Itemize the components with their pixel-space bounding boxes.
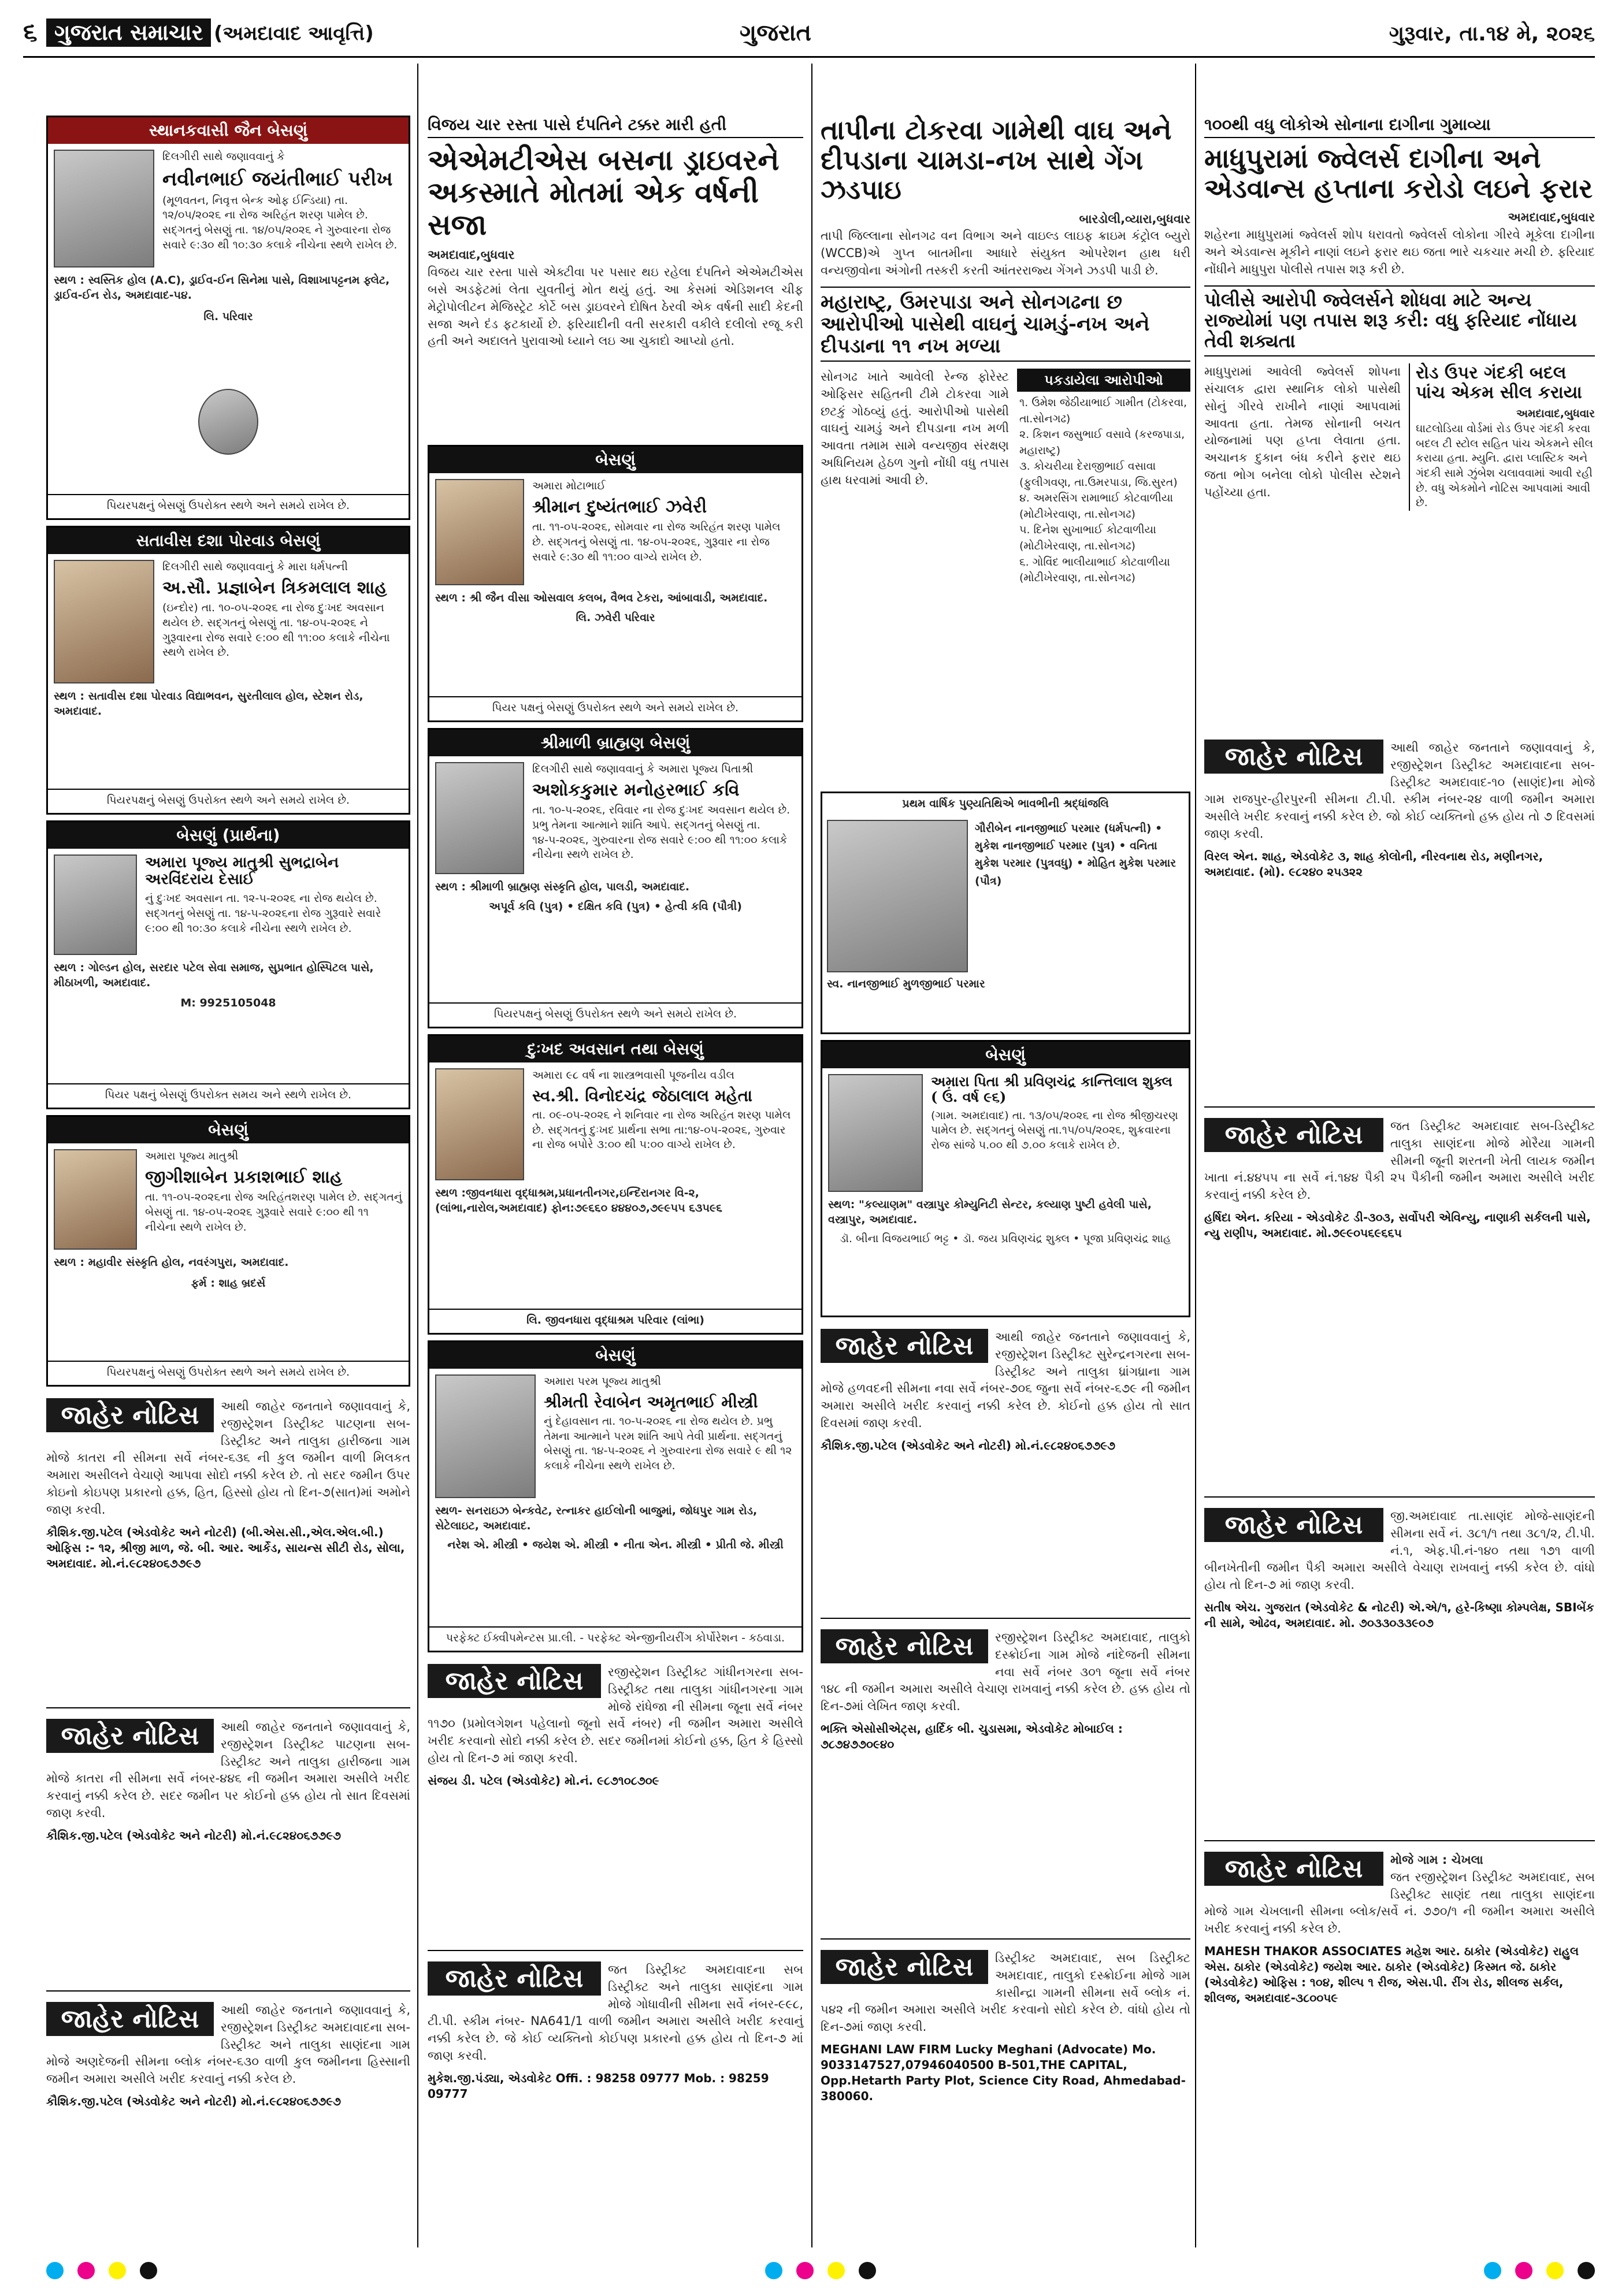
advocate-signature: કૌશિક.જી.પટેલ (એડવોકેટ અને નોટરી) મો.નં.૯૮૨૪૦૬૭૭૯૭ <box>821 1438 1115 1452</box>
notice-title: જાહેર નોટિસ <box>821 1950 988 1984</box>
registration-dot <box>109 2262 126 2279</box>
public-notice <box>428 1961 803 2245</box>
obituary-intro: દિલગીરી સાથે જણાવવાનું કે <box>162 150 285 163</box>
obituary-notice <box>46 1115 410 1387</box>
column-divider <box>1195 64 1196 2247</box>
obituary-footer: પિયરપક્ષનું બેસણું ઉપરોક્ત સ્થળે અને સમયે રાખેલ છે. <box>48 789 409 808</box>
divider <box>1204 1496 1595 1498</box>
venue-text: સ્થળ :જીવનધારા વૃદ્ધાશ્રમ,પ્રધાનતીનગર,ઇન્દિરાનગર વિ-૨, (લાંભા,નારોલ,અમદાવાદ) ફોન:૭૯૬૬૦ ૪૪૪૦૭,૭૯૯૫૫ ૬૩૫૯૬ <box>435 1187 722 1214</box>
portrait-photo <box>435 762 524 874</box>
story-text: માધુપુરામાં આવેલી જ્વેલર્સ શોપના સંચાલક દ્વારા સ્થાનિક લોકો પાસેથી સોનું ગીરવે રાખીને નાણાં આપવામાં આવતા હતા. તેમજ સોનાની બચત યોજનામાં પણ હપ્તા લેવાતા હતા. અચાનક દુકાન બંધ કરીને ફરાર થઇ જતા ભોગ બનેલા લોકો પોલીસ સ્ટેશને પહોંચ્યા હતા. <box>1204 365 1401 499</box>
divider <box>46 1707 410 1708</box>
notice-text: આથી જાહેર જનતાને જણાવવાનું કે, રજીસ્ટ્રેશન ડિસ્ટ્રીક્ટ અમદાવાદના સબ-ડિસ્ટ્રીક્ટ અમદાવાદ-૧૦ (સાણંદ)ના મોજે ગામ રાજપુર-હીરપુરની સીમના ટી.પી. સ્કીમ નંબર-૨૪ વાળી જમીન અમારા અસીલે ખરીદ કરવાનું નક્કી કરેલ છે. જો કોઈ વ્યક્તિનો હક્ક હોય તો ૭ દિવસમાં જાણ કરવી. <box>1204 741 1595 841</box>
news-story <box>428 116 803 439</box>
public-notice <box>46 2002 410 2245</box>
story-headline: તાપીના ટોકરવા ગામેથી વાઘ અને દીપડાના ચામડા-નખ સાથે ગેંગ ઝડપાઇ <box>821 114 1172 206</box>
obituary-tag: દુઃખદ અવસાન તથા બેસણું <box>429 1036 801 1062</box>
story-headline: એએમટીએસ બસના ડ્રાઇવરને અકસ્માતે મોતમાં એક વર્ષની સજા <box>428 143 780 242</box>
portrait-photo <box>435 479 524 585</box>
tribute-notice <box>821 792 1190 1034</box>
advocate-signature: હર્ષિદા એન. કરિયા - એડવોકેટ ડી-૩૦૩, સર્વોપરી એવિન્યુ, નાણાકી સર્કલની પાસે, ન્યુ રાણીપ, અમદાવાદ. મો.૭૯૯૦૫૬૯૬૬૫ <box>1204 1210 1591 1240</box>
portrait-photo <box>827 820 968 972</box>
registration-dot <box>140 2262 157 2279</box>
notice-text: જત રજીસ્ટ્રેશન ડિસ્ટ્રીક્ટ અમદાવાદ, સબ ડિસ્ટ્રીક્ટ સાણંદ તથા તાલુકા સાણંદના મોજે ગામ ચેખલાની સીમના બ્લોક/સર્વે નં. ૭૭૦/૧ ની જમીન અમારા અસીલે ખરીદ કરવાનું નક્કી કરેલ છે. <box>1204 1870 1595 1936</box>
obituary-tag: સ્થાનકવાસી જૈન બેસણું <box>48 117 409 144</box>
obituary-notice <box>428 1340 803 1652</box>
story-text: વિજય ચાર રસ્તા પાસે એક્ટીવા પર પસાર થઇ રહેલા દંપતિને એએમટીએસ બસે અડફેટમાં લેતા યુવતીનું મોત થયું હતું. આ કેસમાં એડિશનલ ચીફ મેટ્રોપોલીટન મેજિસ્ટ્રેટ કોર્ટે બસ ડ્રાઇવરને દોષિત ઠેરવી એક વર્ષની સાદી કેદની સજા અને દંડ ફટકાર્યો છે. ફરિયાદીની વતી સરકારી વકીલે દલીલો રજૂ કરી હતી અને અદાલતે પુરાવાઓ ધ્યાને લઇ આ ચુકાદો આપ્યો હતો. <box>428 265 803 348</box>
notice-title: જાહેર નોટિસ <box>1204 1118 1383 1152</box>
contact-number: M: 9925105048 <box>180 997 276 1010</box>
advocate-signature: ભક્તિ એસોસીએટ્સ, હાર્દિક બી. ચુડાસમા, એડવોકેટ મોબાઈલ : ૭૮૭૪૭૭૦૯૪૦ <box>821 1722 1123 1752</box>
family-signature: લિ. જીવનધારા વૃદ્ધાશ્રમ પરિવાર (લાંભા) <box>429 1309 801 1328</box>
portrait-photo <box>54 150 154 268</box>
obituary-footer: પિયરપક્ષનું બેસણું ઉપરોક્ત સ્થળે અને સમયે રાખેલ છે. <box>429 1002 801 1022</box>
news-story <box>1204 116 1595 728</box>
venue-text: સ્થળ : મહાવીર સંસ્કૃતિ હોલ, નવરંગપુરા, અમદાવાદ. <box>54 1256 289 1269</box>
obituary-footer: પિયરપક્ષનું બેસણું ઉપરોક્ત સ્થળે અને સમયે રાખેલ છે. <box>48 494 409 514</box>
list-item: ૩. કોચરીયા દેરાજીભાઈ વસાવા (ફુલીગવણ, તા.ઉમરપાડા, જિ.સુરત) <box>1019 460 1178 489</box>
notice-title: જાહેર નોટિસ <box>821 1329 988 1363</box>
notice-text: આથી જાહેર જનતાને જણાવવાનું કે, રજીસ્ટ્રેશન ડિસ્ટ્રીક્ટ અમદાવાદના સબ-ડિસ્ટ્રીક્ટ અને તાલુકા સાણંદના ગામ મોજે અણદેજની સીમના બ્લોક નંબર-૬૩૦ વાળી કુલ જમીનના હિસ્સાની જમીન અમારા અસીલે ખરીદ કરવાનું નક્કી કરેલ છે. <box>46 2003 410 2086</box>
notice-title: જાહેર નોટિસ <box>1204 1508 1383 1542</box>
accused-list-title: પકડાયેલા આરોપીઓ <box>1017 369 1190 392</box>
notice-title: જાહેર નોટિસ <box>428 1664 601 1698</box>
registration-dots <box>1484 2262 1595 2285</box>
issue-date: ગુરૂવાર, તા.૧૪ મે, ૨૦૨૬ <box>1389 22 1595 46</box>
list-item: ૪. અમરસિંગ રામાભાઈ કોટવાળીયા (મોટીખેરવાણ, તા.સોનગઢ) <box>1019 492 1174 521</box>
obituary-notice <box>46 820 410 1109</box>
family-signature: લિ. ઝવેરી પરિવાર <box>576 611 655 624</box>
advocate-signature: કૌશિક.જી.પટેલ (એડવોકેટ અને નોટરી) (બી.એસ.સી.,એલ.એલ.બી.) ઓફિસ :- ૧૨, શ્રીજી માળ, જે. બી. આર. આર્કેડ, સાયન્સ સીટી રોડ, સોલા, અમદાવાદ. મો.નં.૯૮૨૪૦૬૭૭૯૭ <box>46 1525 405 1570</box>
registration-dot <box>859 2262 876 2279</box>
notice-title: જાહેર નોટિસ <box>1204 1852 1383 1886</box>
obituary-text: નું દેહાવસાન તા. ૧૦-૫-૨૦૨૬ ના રોજ થયેલ છે. પ્રભુ તેમના આત્માને પરમ શાંતિ આપે તેવી પ્રાર્થના. સદ્ગતનું બેસણું તા. ૧૪-૫-૨૦૨૬ ને ગુરુવારના રોજ સવારે ૯ થી ૧૨ કલાકે નીચેના સ્થળે રાખેલ છે. <box>544 1415 792 1472</box>
story-subhead: મહારાષ્ટ્ર, ઉમરપાડા અને સોનગઢના છ આરોપીઓ પાસેથી વાઘનું ચામડું-નખ અને દીપડાના ૧૧ નખ મળ્યા <box>821 287 1190 362</box>
deceased-name: સ્વ.શ્રી. વિનોદચંદ્ર જેઠાલાલ મહેતા <box>532 1086 753 1105</box>
divider <box>1204 1106 1595 1108</box>
obituary-text: તા. ૧૧-૦૫-૨૦૨૬, સોમવાર ના રોજ અરિહંત શરણ પામેલ છે. સદ્ગતનું બેસણું તા. ૧૪-૦૫-૨૦૨૬, ગુરૂવાર ના રોજ સવારે ૯:૩૦ થી ૧૧:૦૦ વાગ્યે રાખેલ છે. <box>532 521 781 563</box>
obituary-intro: દિલગીરી સાથે જણાવવાનું કે અમારા પૂજ્ય પિતાશ્રી <box>532 763 754 775</box>
notice-text: આથી જાહેર જનતાને જણાવવાનું કે, રજીસ્ટ્રેશન ડિસ્ટ્રીક્ટ પાટણના સબ-ડિસ્ટ્રીક્ટ અને તાલુકા હારીજના ગામ મોજે કાતરા ની સીમના સર્વે નંબર-૬૩૬ ની કુલ જમીન વાળી મિલકત અમારા અસીલને વેચાણે આપવા સોદો નક્કી કરેલ છે. તો સદર જમીન ઉપર કોઇનો કોઇપણ પ્રકારનો હક્ક, હિત, હિસ્સો હોય તો દિન-૭(સાત)માં અમોને જાણ કરવી. <box>46 1399 410 1517</box>
advocate-signature: સતીષ એચ. ગુજરાત (એડવોકેટ & નોટરી) એ.એ/૧, હરે-કિષ્ણા કોમ્પલેક્ષ, SBIબેંક ની સામે, ઓઢવ, અમદાવાદ. મો. ૭૦૩૩૦૩૩૯૦૭ <box>1204 1600 1594 1630</box>
obituary-intro: અમારા પૂજ્ય માતુશ્રી <box>145 1150 239 1162</box>
family-signature: ડૉ. બીના વિજયભાઈ ભટ્ટ • ડૉ. જય પ્રવિણચંદ્ર શુક્લ • પૂજા પ્રવિણચંદ્ર શાહ <box>840 1232 1171 1246</box>
deceased-name: અ.સૌ. પ્રજ્ઞાબેન ત્રિકમલાલ શાહ <box>162 577 387 598</box>
story-headline: માધુપુરામાં જ્વેલર્સ દાગીના અને એડવાન્સ હપ્તાના કરોડો લઇને ફરાર <box>1204 143 1593 204</box>
public-notice <box>1204 1852 1595 2245</box>
side-story-dateline: અમદાવાદ,બુધવાર <box>1516 407 1595 421</box>
obituary-footer: પિયર પક્ષનું બેસણું ઉપરોક્ત સ્થળે અને સમયે રાખેલ છે. <box>429 696 801 716</box>
notice-text: જત ડિસ્ટ્રીક્ટ અમદાવાદ સબ-ડિસ્ટ્રીક્ટ તાલુકા સાણંદના મોજે મોરૈયા ગામની સીમની જૂની શરતની ખેતી લાયક જમીન ખાતા નં.૪૪૫૫ ના સર્વે નં.૧૪૪ પૈકી ૨૫ પૈકીની જમીન અમારા અસીલે ખરીદ કરવાનું નક્કી કરેલ છે. <box>1204 1119 1595 1202</box>
tribute-family: ગૌરીબેન નાનજીભાઈ પરમાર (ધર્મપત્ની) • મુકેશ નાનજીભાઈ પરમાર (પુત્ર) • વનિતા મુકેશ પરમાર (પુત્રવધુ) • મોહિત મુકેશ પરમાર (પૌત્ર) <box>975 822 1177 887</box>
venue-text: સ્થળ: "કલ્યાણમ" વસ્ત્રાપુર કોમ્યુનિટી સેન્ટર, કલ્યાણ પુષ્ટી હવેલી પાસે, વસ્ત્રાપુર, અમદાવાદ. <box>828 1198 1152 1226</box>
divider <box>821 1618 1190 1619</box>
family-signature: અપૂર્વ કવિ (પુત્ર) • દક્ષિત કવિ (પુત્ર) • હેત્વી કવિ (પૌત્રી) <box>489 900 742 913</box>
story-dateline: બારડોલી,વ્યારા,બુધવાર <box>1079 211 1190 226</box>
divider <box>821 1938 1190 1940</box>
advocate-signature: કૌશિક.જી.પટેલ (એડવોકેટ અને નોટરી) મો.નં.૯૮૨૪૦૬૭૭૯૭ <box>46 2094 341 2109</box>
obituary-footer: પરફેક્ટ ઈક્વીપમેન્ટસ પ્રા.લી. - પરફેક્ટ એન્જીનીયરીંગ કોર્પોરેશન - કઠવાડા. <box>429 1626 801 1646</box>
public-notice <box>428 1664 803 1941</box>
obituary-intro: અમારા પરમ પૂજ્ય માતુશ્રી <box>544 1375 661 1388</box>
obituary-notice <box>428 728 803 1028</box>
deceased-name: સ્વ. નાનજીભાઈ મુળજીભાઈ પરમાર <box>827 977 985 990</box>
obituary-tag: સતાવીસ દશા પોરવાડ બેસણું <box>48 527 409 554</box>
obituary-tag: બેસણું <box>48 1117 409 1143</box>
advocate-signature: MEGHANI LAW FIRM Lucky Meghani (Advocate) Mo. 9033147527,07946040500 B-501,THE CAPITAL, Opp.Hetarth Party Plot, Science City Road, Ahmedabad-380060. <box>821 2042 1186 2104</box>
story-dateline: અમદાવાદ,બુધવાર <box>428 248 515 262</box>
tribute-heading: પ્રથમ વાર્ષિક પુણ્યતિથિએ ભાવભીની શ્રદ્ધાંજલિ <box>902 797 1109 810</box>
side-story-headline: રોડ ઉપર ગંદકી બદલ પાંચ એકમ સીલ કરાયા <box>1416 363 1582 403</box>
public-notice <box>46 1398 410 1699</box>
venue-text: સ્થળ : સતાવીસ દશા પોરવાડ વિદ્યાભવન, સુરતીલાલ હોલ, સ્ટેશન રોડ, અમદાવાદ. <box>54 690 363 718</box>
story-text: તાપી જિલ્લાના સોનગઢ વન વિભાગ અને વાઇલ્ડ લાઇફ ક્રાઇમ કંટ્રોલ બ્યુરો (WCCB)એ ગુપ્ત બાતમીના આધારે સંયુક્ત ઓપરેશન હાથ ધરી વન્યજીવોના અંગોની તસ્કરી કરતી આંતરરાજ્ય ગેંગને ઝડપી પાડી છે. <box>821 229 1190 277</box>
notice-text: જી.અમદાવાદ તા.સાણંદ મોજે-સાણંદની સીમના સર્વે નં. ૩૮૧/૧ તથા ૩૮૧/૨, ટી.પી. નં.૧, એફ.પી.નં-૧૪૦ તથા ૧૭૧ વાળી બીનખેતીની જમીન પૈકી અમારા અસીલે વેચાણ રાખવાનું નક્કી કરેલ છે. વાંધો હોય તો દિન-૭ માં જાણ કરવી. <box>1204 1509 1595 1592</box>
notice-title: જાહેર નોટિસ <box>821 1629 988 1663</box>
obituary-text: તા. ૧૦-૫-૨૦૨૬, રવિવાર ના રોજ દુઃખદ અવસાન થયેલ છે. પ્રભુ તેમના આત્માને શાંતિ આપે. સદ્ગતનું બેસણું તા. ૧૪-૫-૨૦૨૬, ગુરુવારના રોજ સવારે ૯:૦૦ થી ૧૧:૦૦ કલાકે નીચેના સ્થળે રાખેલ છે. <box>532 804 791 861</box>
accused-list <box>1017 392 1190 590</box>
notice-title: જાહેર નોટિસ <box>428 1961 601 1996</box>
divider <box>46 1990 410 1992</box>
notice-text: રજીસ્ટ્રેશન ડિસ્ટ્રીક્ટ અમદાવાદ, તાલુકો દસ્ક્રોઈના ગામ મોજે નાંદેજની સીમના નવા સર્વે નંબર ૩૦૧ જૂના સર્વે નંબર ૧૪૮ ની જમીન અમારા અસીલે વેચાણ રાખવાનું નક્કી કરેલ છે. હક્ક હોય તો દિન-૭માં લેખિત જાણ કરવી. <box>821 1630 1190 1714</box>
portrait-photo <box>435 1068 524 1180</box>
portrait-photo <box>54 560 154 683</box>
advocate-signature: સંજય ડી. પટેલ (એડવોકેટ) મો.નં. ૯૮૭૧૦૮૭૦૯ <box>428 1773 659 1788</box>
advocate-signature: વિરલ એન. શાહ, એડવોકેટ ૩, શાહ કોલોની, નીરવનાથ રોડ, મણીનગર, અમદાવાદ. (મો). ૯૮૨૪૦ ૨૫૩૨૨ <box>1204 849 1543 879</box>
notice-text: આથી જાહેર જનતાને જણાવવાનું કે, રજીસ્ટ્રેશન ડિસ્ટ્રીક્ટ પાટણના સબ-ડિસ્ટ્રીક્ટ અને તાલુકા હારીજના ગામ મોજે કાતરા ની સીમના સર્વે નંબર-૪૪૬ ની જમીન અમારા અસીલે ખરીદ કરવાનું નક્કી કરેલ છે. સદર જમીન પર કોઈનો હક્ક હોય તો સાત દિવસમાં જાણ કરવી. <box>46 1720 410 1821</box>
obituary-intro: અમારા મોટાભાઈ <box>532 480 606 492</box>
family-signature: નરેશ એ. મીસ્ત્રી • જયેશ એ. મીસ્ત્રી • નીતા એન. મીસ્ત્રી • પ્રીતી જે. મીસ્ત્રી <box>447 1539 784 1552</box>
side-story-text: ઘાટલોડિયા વોર્ડમાં રોડ ઉપર ગંદકી કરવા બદલ ટી સ્ટોલ સહિત પાંચ એકમને સીલ કરાયા હતા. મ્યુનિ. દ્વારા પ્લાસ્ટિક અને ગંદકી સામે ઝુંબેશ ચલાવવામાં આવી રહી છે. વધુ એકમોને નોટિસ આપવામાં આવી છે. <box>1416 422 1593 510</box>
obituary-text: (મૂળવતન, નિવૃત્ત બેન્ક ઓફ ઈન્ડિયા) તા. ૧૨/૦૫/૨૦૨૬ ના રોજ અરિહંત શરણ પામેલ છે. સદ્ગતનું બેસણું તા. ૧૪/૦૫/૨૦૨૬ ને ગુરુવારના રોજ સવારે ૯:૩૦ થી ૧૦:૩૦ કલાકે નીચેના સ્થળે રાખેલ છે. <box>162 194 398 251</box>
venue-text: સ્થળ- સનરાઇઝ બેન્કવેટ, રત્નાકર હાઈલોની બાજુમાં, જોધપુર ગામ રોડ, સેટેલાઇટ, અમદાવાદ. <box>435 1504 758 1532</box>
obituary-text: તા. ૦૯-૦૫-૨૦૨૬ ને શનિવાર ના રોજ અરિહંત શરણ પામેલ છે. સદ્ગતનું દુઃખદ પ્રાર્થના સભા તા:૧૪-૦૫-૨૦૨૬, ગુરુવાર ના રોજ બપોરે ૩:૦૦ થી ૫:૦૦ વાગ્યે રાખેલ છે. <box>532 1109 791 1151</box>
side-story <box>1409 363 1595 511</box>
print-registration-strip <box>46 2262 1595 2285</box>
obituary-text: (ગામ. અમદાવાદ) તા. ૧૩/૦૫/૨૦૨૬ ના રોજ શ્રીજીચરણ પામેલ છે. સદ્ગતનું બેસણું તા.૧૫/૦૫/૨૦૨૬, શુક્રવારના રોજ સાંજે ૫.૦૦ થી ૭.૦૦ કલાકે રાખેલ છે. <box>931 1109 1178 1152</box>
portrait-photo <box>54 855 137 955</box>
obituary-text: નું દુઃખદ અવસાન તા. ૧૨-૫-૨૦૨૬ ના રોજ થયેલ છે. સદ્ગતનું બેસણું તા. ૧૪-૫-૨૦૨૬ના રોજ ગુરૂવારે સવારે ૯:૦૦ થી ૧૦:૩૦ કલાકે નીચેના સ્થળે રાખેલ છે. <box>145 892 381 935</box>
list-item: ૨. કિશન જસુભાઈ વસાવે (કરજપાડા, મહારાષ્ટ્ર) <box>1019 428 1185 457</box>
deceased-name: અમારા પિતા શ્રી પ્રવિણચંદ્ર કાન્તિલાલ શુક્લ ( ઉં. વર્ષ ૯૬) <box>931 1073 1172 1105</box>
advocate-signature: મુકેશ.જી.પંડ્યા, એડવોકેટ Offi. : 98258 09777 Mob. : 98259 09777 <box>428 2071 769 2101</box>
edition-label: (અમદાવાદ આવૃત્તિ) <box>214 22 374 45</box>
column-divider <box>417 64 418 2247</box>
obituary-footer: પિયરપક્ષનું બેસણું ઉપરોક્ત સ્થળે અને સમયે રાખેલ છે. <box>48 1361 409 1380</box>
advocate-signature: કૌશિક.જી.પટેલ (એડવોકેટ અને નોટરી) મો.નં.૯૮૨૪૦૬૭૭૯૭ <box>46 1828 341 1842</box>
public-notice <box>821 1329 1190 1606</box>
masthead <box>23 17 1595 58</box>
public-notice <box>1204 740 1595 1098</box>
registration-dot <box>765 2262 782 2279</box>
news-story <box>821 116 1190 780</box>
public-notice <box>821 1950 1190 2245</box>
column-divider <box>811 64 812 2247</box>
story-kicker: ૧૦૦થી વધુ લોકોએ સોનાના દાગીના ગુમાવ્યા <box>1204 116 1595 138</box>
obituary-text: તા. ૧૧-૦૫-૨૦૨૬ના રોજ અરિહંતશરણ પામેલ છે. સદ્ગતનું બેસણું તા. ૧૪-૦૫-૨૦૨૬ ગુરૂવારે સવારે ૯:૦૦ થી ૧૧ નીચેના સ્થળે રાખેલ છે. <box>145 1191 402 1234</box>
list-item: ૫. દિનેશ સુખાભાઈ કોટવાળીયા (મોટીખેરવાણ, તા.સોનગઢ) <box>1019 523 1156 552</box>
public-notice <box>1204 1118 1595 1488</box>
venue-text: સ્થળ : સ્વસ્તિક હોલ (A.C), ડ્રાઈવ-ઈન સિનેમા પાસે, વિશાખાપટ્ટનમ ફ્લેટ, ડ્રાઈવ-ઈન રોડ, અમદાવાદ-૫૪. <box>54 274 390 302</box>
deceased-name: અમારા પૂજ્ય માતુશ્રી સુભદ્રાબેન અરવિંદરાય દેસાઈ <box>145 854 339 889</box>
obituary-tag: બેસણું (પ્રાર્થના) <box>48 822 409 849</box>
deceased-name: નવીનભાઈ જયંતીભાઈ પરીખ <box>162 167 393 191</box>
registration-dot <box>46 2262 64 2279</box>
story-dateline: અમદાવાદ,બુધવાર <box>1508 210 1595 225</box>
notice-text: આથી જાહેર જનતાને જણાવવાનું કે, રજીસ્ટ્રેશન ડિસ્ટ્રીક્ટ સુરેન્દ્રનગરના સબ-ડિસ્ટ્રીક્ટ અને તાલુકા ધ્રાંગધ્રાના ગામ મોજે હળવદની સીમના નવા સર્વે નંબર-૭૦૬ જુના સર્વે નંબર-૬૭૯ ની જમીન અમારા અસીલે ખરીદ કરવાનું નક્કી કરેલ છે. કોઈનો હક્ક હોય તો સાત દિવસમાં જાણ કરવી. <box>821 1330 1190 1431</box>
obituary-footer: પિયર પક્ષનું બેસણું ઉપરોક્ત સમય અને સ્થળે રાખેલ છે. <box>48 1083 409 1103</box>
section-title: ગુજરાત <box>740 20 812 46</box>
family-signature: લિ. પરિવાર <box>203 310 253 324</box>
registration-dot <box>1578 2262 1595 2279</box>
notice-text: જત ડિસ્ટ્રીક્ટ અમદાવાદના સબ ડિસ્ટ્રીક્ટ અને તાલુકા સાણંદના ગામ મોજે ગોધાવીની સીમના સર્વે નંબર-૯૯૮, ટી.પી. સ્કીમ નંબર- NA641/1 વાળી જમીન અમારા અસીલે ખરીદ કરવાનું નક્કી કરેલ છે. જે કોઈ વ્યક્તિનો કોઈપણ પ્રકારનો હક્ક હોય તો દિન-૭ માં જાણ કરવી. <box>428 1963 803 2063</box>
story-kicker: વિજય ચાર રસ્તા પાસે દંપતિને ટક્કર મારી હતી <box>428 116 803 138</box>
accused-list-box <box>1017 369 1190 590</box>
list-item: ૬. ગોવિંદ ભાલીયાભાઈ કોટવાળીયા (મોટીખેરવાણ, તા.સોનગઢ) <box>1019 555 1170 585</box>
notice-title: જાહેર નોટિસ <box>1204 740 1383 774</box>
portrait-photo <box>435 1374 536 1498</box>
deceased-name: જીગીશાબેન પ્રકાશભાઈ શાહ <box>145 1166 343 1187</box>
deceased-name: શ્રીમતી રેવાબેન અમૃતભાઈ મીસ્ત્રી <box>544 1392 758 1411</box>
portrait-photo <box>828 1074 923 1192</box>
story-text: શહેરના માધુપુરામાં જ્વેલર્સ શોપ ધરાવતો જ્વેલર્સ લોકોના ગીરવે મૂકેલા દાગીના અને એડવાન્સ મૂકીને નાણાં લઇને ફરાર થઇ જતા ભારે ચકચાર મચી છે. ફરિયાદ નોંધીને માધુપુરા પોલીસે તપાસ શરૂ કરી છે. <box>1204 228 1595 276</box>
advocate-signature: MAHESH THAKOR ASSOCIATES મહેશ આર. ઠાકોર (એડવોકેટ) રાહુલ એસ. ઠાકોર (એડવોકેટ) જયેશ આર. ઠાકોર (એડવોકેટ) કિસ્મત જે. ઠાકોર (એડવોકેટ) ઓફિસ : ૧૦૪, શીલ્પ ૧ રીજ, એસ.પી. રીંગ રોડ, શીલજ સર્કલ, શીલજ, અમદાવાદ-૩૮૦૦૫૯ <box>1204 1944 1579 2005</box>
venue-text: સ્થળ : શ્રીમાળી બ્રાહ્મણ સંસ્કૃતિ હોલ, પાલડી, અમદાવાદ. <box>435 880 690 893</box>
public-notice <box>821 1629 1190 1930</box>
notice-title: જાહેર નોટિસ <box>46 1719 214 1753</box>
deceased-name: શ્રીમાન દુષ્યંતભાઈ ઝવેરી <box>532 496 707 517</box>
list-item: ૧. ઉમેશ જેઠીયાભાઈ ગામીત (ટોકરવા, તા.સોનગઢ) <box>1019 396 1187 425</box>
obituary-tag: બેસણું <box>822 1042 1189 1068</box>
registration-dot <box>1484 2262 1501 2279</box>
registration-dot <box>1515 2262 1532 2279</box>
obituary-notice <box>46 526 410 815</box>
firm-signature: ફર્મ : શાહ બ્રદર્સ <box>191 1276 266 1290</box>
deceased-name: અશોકકુમાર મનોહરભાઈ કવિ <box>532 779 740 800</box>
registration-dot <box>77 2262 95 2279</box>
obituary-intro: અમારા ૯૮ વર્ષ ના શાસ્ત્રભવાસી પૂજનીય વડીલ <box>532 1069 734 1082</box>
notice-title: જાહેર નોટિસ <box>46 1398 214 1432</box>
registration-dot <box>1546 2262 1564 2279</box>
paper-name: ગુજરાત સમાચાર <box>46 18 211 47</box>
page-number: ૬ <box>23 17 38 47</box>
obituary-tag: બેસણું <box>429 447 801 473</box>
obituary-notice <box>428 445 803 722</box>
obituary-intro: દિલગીરી સાથે જણાવવાનું કે મારા ધર્મપત્ની <box>162 560 348 573</box>
registration-dot <box>796 2262 814 2279</box>
venue-text: સ્થળ : ગોલ્ડન હોલ, સરદાર પટેલ સેવા સમાજ, સુપ્રભાત હોસ્પિટલ પાસે, મીઠાખળી, અમદાવાદ. <box>54 961 374 989</box>
story-subhead: પોલીસે આરોપી જ્વેલર્સને શોધવા માટે અન્ય રાજ્યોમાં પણ તપાસ શરૂ કરી: વધુ ફરિયાદ નોંધાય તેવી શક્યતા <box>1204 285 1595 356</box>
notice-subheading: મોજે ગામ : ચેખલા <box>1390 1853 1483 1867</box>
portrait-photo <box>54 1149 137 1250</box>
venue-text: સ્થળ : શ્રી જૈન વીસા ઓસવાલ કલબ, વૈભવ ટેકરા, આંબાવાડી, અમદાવાદ. <box>435 592 768 604</box>
public-notice <box>1204 1508 1595 1831</box>
divider <box>1204 1840 1595 1841</box>
public-notice <box>46 1719 410 1985</box>
notice-text: ડિસ્ટ્રીક્ટ અમદાવાદ, સબ ડિસ્ટ્રીક્ટ અમદાવાદ, તાલુકો દસ્ક્રોઈના મોજે ગામ કાસીન્દ્રા ગામની સીમના સર્વે બ્લોક નં. ૫૪૨ ની જમીન અમારા અસીલે ખરીદ કરવાનો સોદો કરેલ છે. વાંધો હોય તો દિન-૭માં જાણ કરવી. <box>821 1951 1190 2034</box>
story-text: સોનગઢ ખાતે આવેલી રેન્જ ફોરેસ્ટ ઓફિસર સહિતની ટીમે ટોકરવા ગામે છટકું ગોઠવ્યું હતું. આરોપીઓ પાસેથી વાઘનું ચામડું અને દીપડાના નખ મળી આવતા તમામ સામે વન્યજીવ સંરક્ષણ અધિનિયમ હેઠળ ગુનો નોંધી વધુ તપાસ હાથ ધરવામાં આવી છે. <box>821 370 1009 487</box>
registration-dots <box>46 2262 157 2285</box>
divider <box>428 1950 803 1951</box>
obituary-tag: બેસણું <box>429 1342 801 1369</box>
notice-text: રજીસ્ટ્રેશન ડિસ્ટ્રીક્ટ ગાંધીનગરના સબ-ડિસ્ટ્રીક્ટ તથા તાલુકા ગાંધીનગરના ગામ મોજે રાંધેજા ની સીમના જૂના સર્વે નંબર ૧૧૭૦ (પ્રમોલગેશન પહેલાનો જૂનો સર્વે નંબર) ની જમીન અમારા અસીલે ખરીદ કરવાનો સોદો નક્કી કરેલ છે. સદર જમીનમાં કોઈનો હક્ક, હિત કે હિસ્સો હોય તો દિન-૭ માં જાણ કરવી. <box>428 1665 803 1766</box>
obituary-text: (ઇન્દોર) તા. ૧૦-૦૫-૨૦૨૬ ના રોજ દુઃખદ અવસાન થયેલ છે. સદ્ગતનું બેસણું તા. ૧૪-૦૫-૨૦૨૬ ને ગુરૂવારના રોજ સવારે ૯:૦૦ થી ૧૧:૦૦ કલાકે નીચેના સ્થળે રાખેલ છે. <box>162 601 390 659</box>
registration-dots <box>765 2262 876 2285</box>
obituary-notice <box>821 1040 1190 1317</box>
notice-title: જાહેર નોટિસ <box>46 2002 214 2036</box>
obituary-tag: શ્રીમાળી બ્રાહ્મણ બેસણું <box>429 730 801 756</box>
obituary-notice <box>428 1034 803 1335</box>
obituary-notice <box>46 116 410 520</box>
registration-dot <box>827 2262 845 2279</box>
small-portrait-photo <box>198 389 258 455</box>
